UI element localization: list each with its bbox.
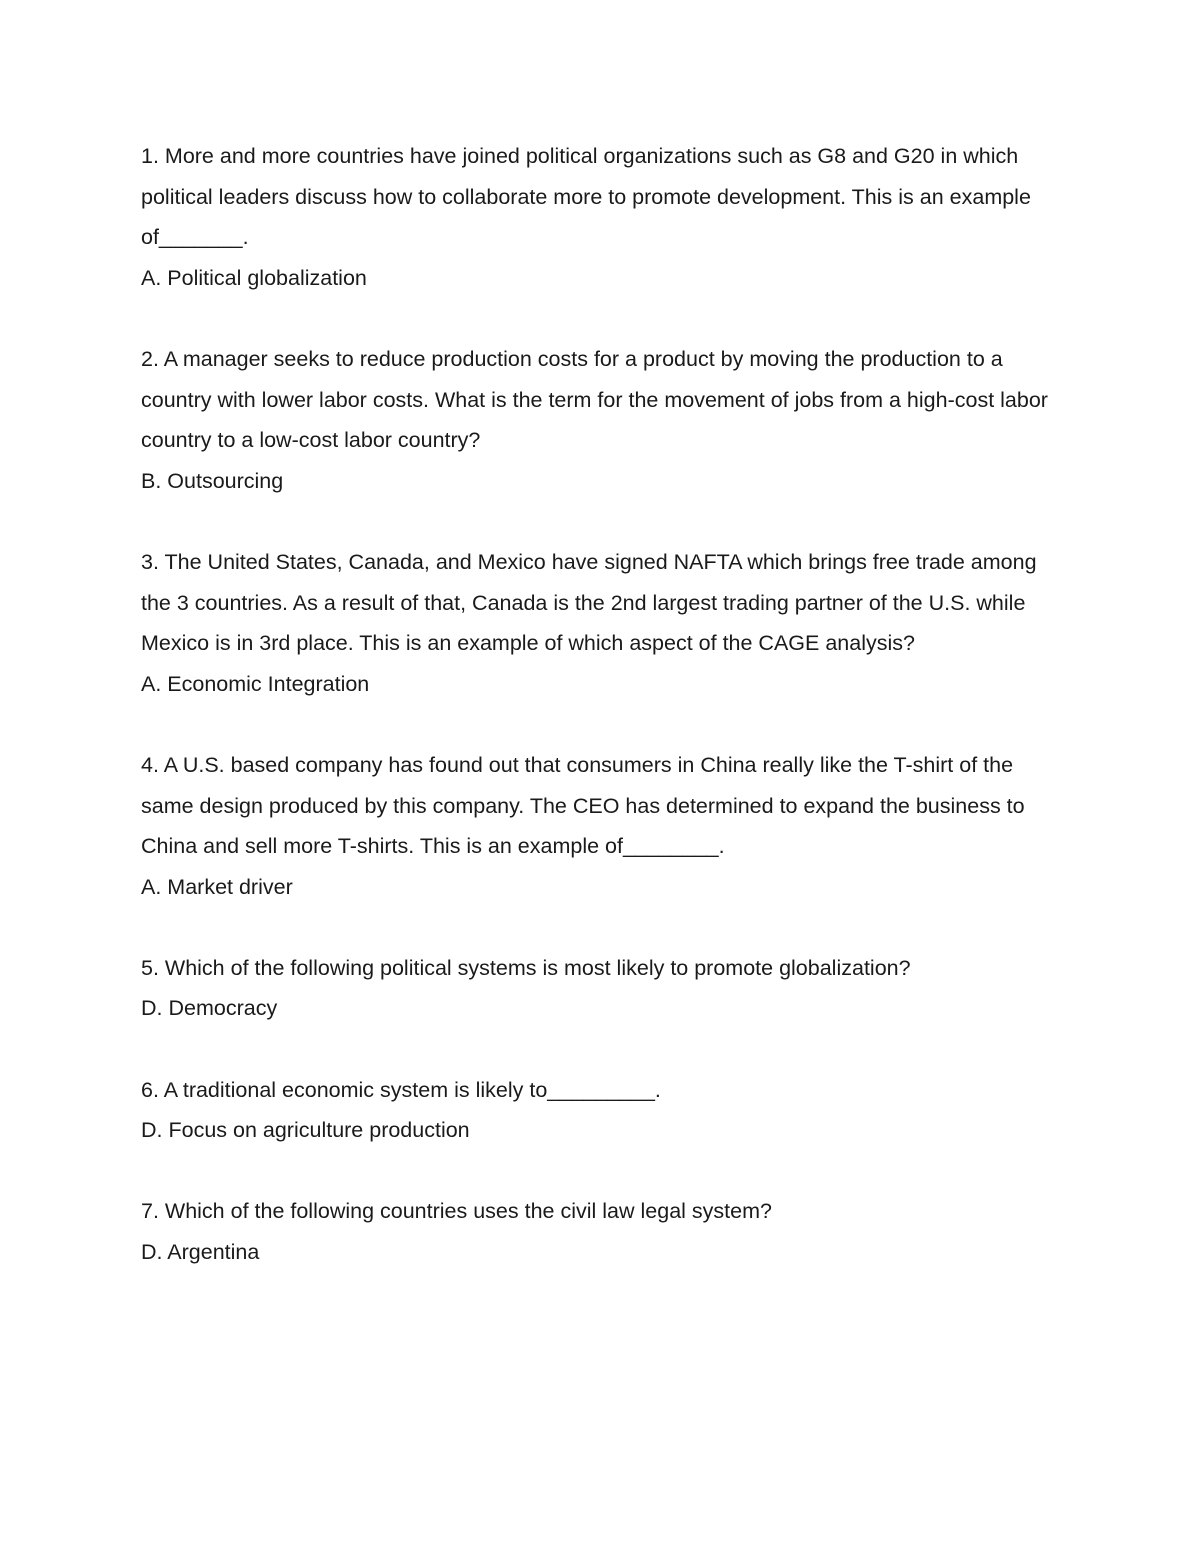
question-text: 5. Which of the following political systems is most likely to promote globalization? [141, 955, 911, 980]
answer-text: D. Argentina [141, 1240, 260, 1265]
question-text: 4. A U.S. based company has found out that consumers in China really like the T-shirt of the same design produced by this company. The CEO has determined to expand the business to China and sell more T-shirts. This is an example of________. [141, 752, 1025, 859]
question-text: 3. The United States, Canada, and Mexico have signed NAFTA which brings free trade among the 3 countries. As a result of that, Canada is the 2nd largest trading partner of the U.S. while Mexico is in 3rd place. This is an example of which aspect of the CAGE analysis? [141, 549, 1037, 656]
answer-text: B. Outsourcing [141, 468, 284, 493]
question-6 [141, 1070, 1066, 1151]
question-7 [141, 1191, 1066, 1272]
answer-text: D. Democracy [141, 996, 278, 1021]
question-4 [141, 745, 1066, 907]
answer-text: D. Focus on agriculture production [141, 1118, 470, 1143]
question-text: 6. A traditional economic system is likely to_________. [141, 1077, 661, 1102]
question-text: 7. Which of the following countries uses the civil law legal system? [141, 1199, 772, 1224]
answer-text: A. Economic Integration [141, 671, 370, 696]
question-text: 2. A manager seeks to reduce production costs for a product by moving the production to a country with lower labor costs. What is the term for the movement of jobs from a high-cost labor country to a low-cost labor country? [141, 346, 1048, 453]
answer-text: A. Market driver [141, 874, 293, 899]
question-5 [141, 948, 1066, 1029]
answer-text: A. Political globalization [141, 265, 367, 290]
question-2 [141, 339, 1066, 501]
document-content [141, 136, 1066, 1313]
question-3 [141, 542, 1066, 704]
question-1 [141, 136, 1066, 298]
question-text: 1. More and more countries have joined political organizations such as G8 and G20 in which political leaders discuss how to collaborate more to promote development. This is an example of_______. [141, 144, 1031, 250]
